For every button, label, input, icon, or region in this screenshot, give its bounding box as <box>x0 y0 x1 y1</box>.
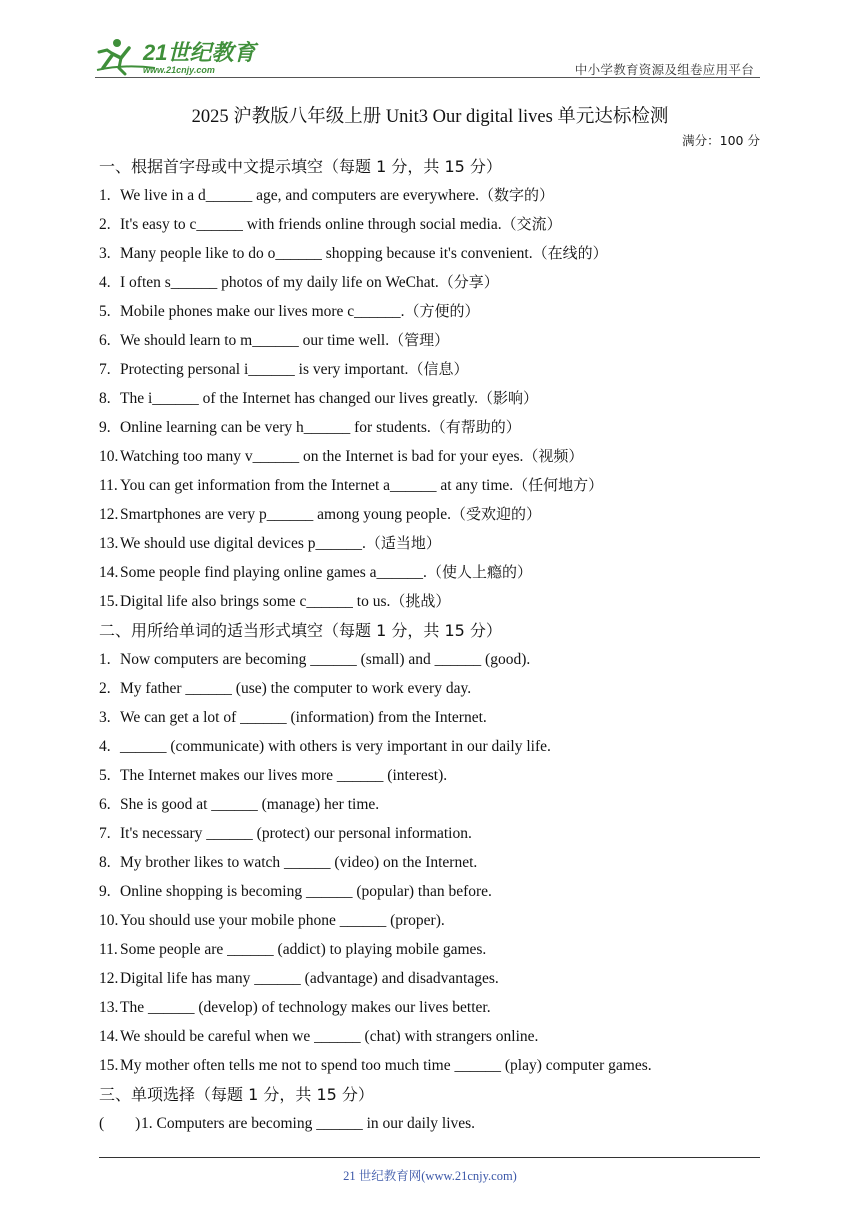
question-text: I often s______ photos of my daily life on WeChat. <box>120 274 439 291</box>
question-number: 8. <box>99 390 111 407</box>
question-number: 9. <box>99 883 111 900</box>
question-item <box>99 297 764 326</box>
question-text: You should use your mobile phone ______ (proper). <box>120 912 445 929</box>
chinese-hint: （信息） <box>408 360 469 378</box>
question-number: 3. <box>99 245 111 262</box>
question-text: We live in a d______ age, and computers are everywhere. <box>120 187 479 204</box>
question-text: Smartphones are very p______ among young people. <box>120 506 452 523</box>
question-item <box>99 558 764 587</box>
question-number: 6. <box>99 796 111 813</box>
question-number: 1. <box>99 651 111 668</box>
chinese-hint: （管理） <box>389 331 450 349</box>
question-number: 5. <box>99 767 111 784</box>
chinese-hint: （在线的） <box>532 244 608 262</box>
question-text: 1. Computers are becoming ______ in our daily lives. <box>141 1115 476 1132</box>
question-number: 2. <box>99 216 111 233</box>
question-text: Digital life also brings some c______ to us. <box>120 593 391 610</box>
question-number: 2. <box>99 680 111 697</box>
question-item <box>99 819 764 848</box>
question-number: 14. <box>99 564 119 581</box>
page-header <box>95 34 760 78</box>
question-item <box>99 703 764 732</box>
exam-content <box>99 152 764 1138</box>
question-number: 7. <box>99 825 111 842</box>
question-text: Some people are ______ (addict) to playing mobile games. <box>120 941 487 958</box>
chinese-hint: （数字的） <box>478 186 554 204</box>
chinese-hint: （使人上瘾的） <box>426 563 532 581</box>
question-text: Now computers are becoming ______ (small) and ______ (good). <box>120 651 531 668</box>
chinese-hint: （影响） <box>477 389 538 407</box>
question-item <box>99 442 764 471</box>
answer-blank[interactable]: ( ) <box>99 1115 141 1132</box>
question-item <box>99 645 764 674</box>
question-text: We should be careful when we ______ (chat) with strangers online. <box>120 1028 539 1045</box>
question-number: 1. <box>99 187 111 204</box>
chinese-hint: （视频） <box>523 447 584 465</box>
svg-text:www.21cnjy.com: www.21cnjy.com <box>143 65 215 75</box>
question-item <box>99 761 764 790</box>
question-item <box>99 1109 764 1138</box>
question-item <box>99 326 764 355</box>
question-number: 10. <box>99 912 119 929</box>
question-item <box>99 239 764 268</box>
question-item <box>99 529 764 558</box>
platform-name: 中小学教育资源及组卷应用平台 <box>574 62 754 77</box>
question-text: Some people find playing online games a______. <box>120 564 427 581</box>
question-number: 9. <box>99 419 111 436</box>
chinese-hint: （方便的） <box>404 302 480 320</box>
question-item <box>99 935 764 964</box>
section-3-heading: 三、单项选择（每题 1 分，共 15 分） <box>99 1085 374 1104</box>
header-divider <box>95 77 760 78</box>
question-item <box>99 413 764 442</box>
question-number: 6. <box>99 332 111 349</box>
question-number: 4. <box>99 274 111 291</box>
question-number: 4. <box>99 738 111 755</box>
chinese-hint: （分享） <box>438 273 499 291</box>
question-number: 11. <box>99 941 118 958</box>
question-text: We should learn to m______ our time well. <box>120 332 390 349</box>
question-text: Protecting personal i______ is very important. <box>120 361 409 378</box>
question-text: My father ______ (use) the computer to work every day. <box>120 680 472 697</box>
question-text: Digital life has many ______ (advantage) and disadvantages. <box>120 970 499 987</box>
question-item <box>99 268 764 297</box>
question-text: The ______ (develop) of technology makes our lives better. <box>120 999 491 1016</box>
page-footer: 21 世纪教育网(www.21cnjy.com) <box>343 1169 517 1183</box>
chinese-hint: （任何地方） <box>513 476 604 494</box>
question-item <box>99 587 764 616</box>
section-2-list <box>99 645 764 1080</box>
svg-text:21世纪教育: 21世纪教育 <box>143 40 256 65</box>
chinese-hint: （交流） <box>501 215 562 233</box>
question-item <box>99 993 764 1022</box>
question-item <box>99 964 764 993</box>
question-item <box>99 790 764 819</box>
question-text: Many people like to do o______ shopping because it's convenient. <box>120 245 533 262</box>
question-text: My brother likes to watch ______ (video) on the Internet. <box>120 854 478 871</box>
full-score: 满分：100 分 <box>682 133 760 148</box>
question-item <box>99 732 764 761</box>
question-item <box>99 181 764 210</box>
section-1-list <box>99 181 764 616</box>
question-number: 15. <box>99 593 119 610</box>
question-text: My mother often tells me not to spend too much time ______ (play) computer games. <box>120 1057 652 1074</box>
question-item <box>99 877 764 906</box>
question-text: The i______ of the Internet has changed our lives greatly. <box>120 390 478 407</box>
question-item <box>99 210 764 239</box>
question-text: It's necessary ______ (protect) our personal information. <box>120 825 472 842</box>
question-text: The Internet makes our lives more ______ (interest). <box>120 767 448 784</box>
question-number: 15. <box>99 1057 119 1074</box>
question-number: 11. <box>99 477 118 494</box>
chinese-hint: （受欢迎的） <box>451 505 542 523</box>
question-number: 8. <box>99 854 111 871</box>
question-item <box>99 906 764 935</box>
question-number: 12. <box>99 970 119 987</box>
logo-icon <box>95 34 260 76</box>
question-number: 3. <box>99 709 111 726</box>
question-number: 13. <box>99 999 119 1016</box>
question-text: Watching too many v______ on the Internet is bad for your eyes. <box>120 448 524 465</box>
question-item <box>99 384 764 413</box>
question-text: Online shopping is becoming ______ (popular) than before. <box>120 883 492 900</box>
chinese-hint: （挑战） <box>390 592 451 610</box>
question-text: She is good at ______ (manage) her time. <box>120 796 380 813</box>
question-item <box>99 471 764 500</box>
section-1-heading: 一、根据首字母或中文提示填空（每题 1 分，共 15 分） <box>99 157 502 176</box>
question-text: We can get a lot of ______ (information) from the Internet. <box>120 709 487 726</box>
chinese-hint: （有帮助的） <box>430 418 521 436</box>
page-title: 2025 沪教版八年级上册 Unit3 Our digital lives 单元达标检测 <box>191 107 669 127</box>
question-number: 10. <box>99 448 119 465</box>
question-item <box>99 1022 764 1051</box>
question-item <box>99 1051 764 1080</box>
question-item <box>99 848 764 877</box>
question-number: 7. <box>99 361 111 378</box>
question-number: 14. <box>99 1028 119 1045</box>
question-item <box>99 500 764 529</box>
question-text: ______ (communicate) with others is very important in our daily life. <box>120 738 551 755</box>
section-2-heading: 二、用所给单词的适当形式填空（每题 1 分，共 15 分） <box>99 621 502 640</box>
question-text: You can get information from the Internet a______ at any time. <box>120 477 514 494</box>
question-text: Mobile phones make our lives more c______. <box>120 303 405 320</box>
question-text: Online learning can be very h______ for students. <box>120 419 431 436</box>
question-text: It's easy to c______ with friends online through social media. <box>120 216 502 233</box>
question-text: We should use digital devices p______. <box>120 535 366 552</box>
question-number: 5. <box>99 303 111 320</box>
question-item <box>99 355 764 384</box>
question-item <box>99 674 764 703</box>
question-number: 12. <box>99 506 119 523</box>
section-3-list <box>99 1109 764 1138</box>
footer-divider <box>99 1157 760 1158</box>
question-number: 13. <box>99 535 119 552</box>
chinese-hint: （适当地） <box>365 534 441 552</box>
